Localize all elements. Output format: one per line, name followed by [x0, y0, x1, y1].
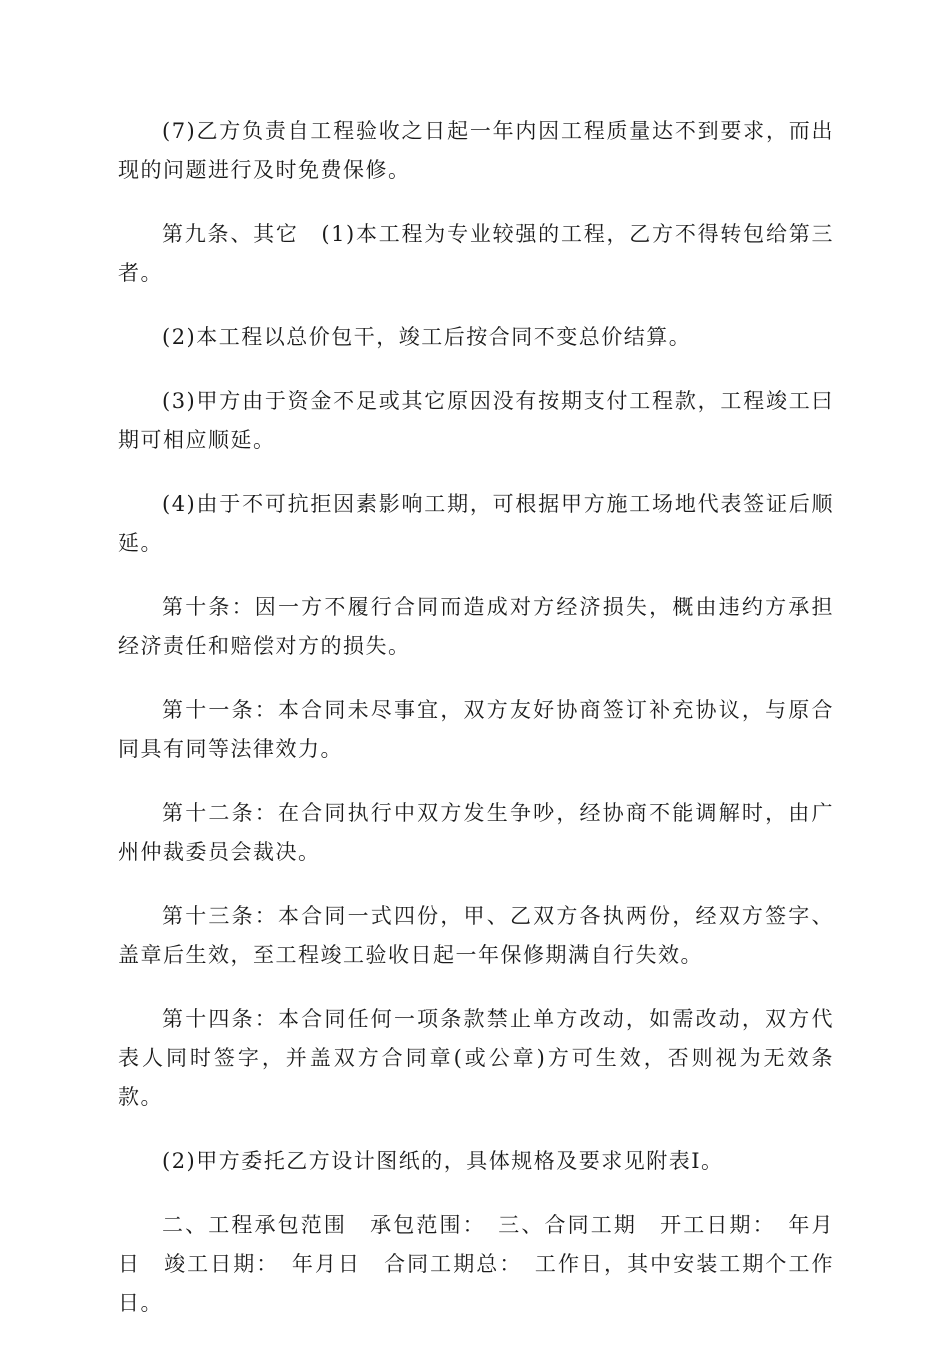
paragraph-article-12: 第十二条：在合同执行中双方发生争吵，经协商不能调解时，由广州仲裁委员会裁决。	[118, 801, 834, 864]
paragraph-article-9-clause-3: (3)甲方由于资金不足或其它原因没有按期支付工程款，工程竣工曰期可相应顺延。	[118, 389, 834, 452]
document-body	[118, 112, 834, 1348]
paragraph-article-9-clause-2: (2)本工程以总价包干，竣工后按合同不变总价结算。	[162, 325, 692, 349]
paragraph-design-drawings: (2)甲方委托乙方设计图纸的，具体规格及要求见附表Ⅰ。	[162, 1149, 724, 1173]
paragraph-scope-and-schedule: 二、工程承包范围 承包范围： 三、合同工期 开工日期： 年月日 竣工日期： 年月日 合同工期总： 工作日，其中安装工期个工作日。	[118, 1213, 834, 1315]
paragraph-article-9-clause-4: (4)由于不可抗拒因素影响工期，可根据甲方施工场地代表签证后顺延。	[118, 492, 834, 555]
paragraph-article-14: 第十四条：本合同任何一项条款禁止单方改动，如需改动，双方代表人同时签字，并盖双方合同章(或公章)方可生效，否则视为无效条款。	[118, 1007, 834, 1109]
paragraph-article-13: 第十三条：本合同一式四份，甲、乙双方各执两份，经双方签字、盖章后生效，至工程竣工验收日起一年保修期满自行失效。	[118, 904, 834, 967]
paragraph-article-9-clause-1: 第九条、其它 (1)本工程为专业较强的工程，乙方不得转包给第三者。	[118, 222, 834, 285]
paragraph-warranty-clause-7: (7)乙方负责自工程验收之日起一年内因工程质量达不到要求，而出现的问题进行及时免费保修。	[118, 119, 834, 182]
paragraph-article-10: 第十条：因一方不履行合同而造成对方经济损失，概由违约方承担经济责任和赔偿对方的损失。	[118, 595, 834, 658]
paragraph-article-11: 第十一条：本合同未尽事宜，双方友好协商签订补充协议，与原合同具有同等法律效力。	[118, 698, 834, 761]
